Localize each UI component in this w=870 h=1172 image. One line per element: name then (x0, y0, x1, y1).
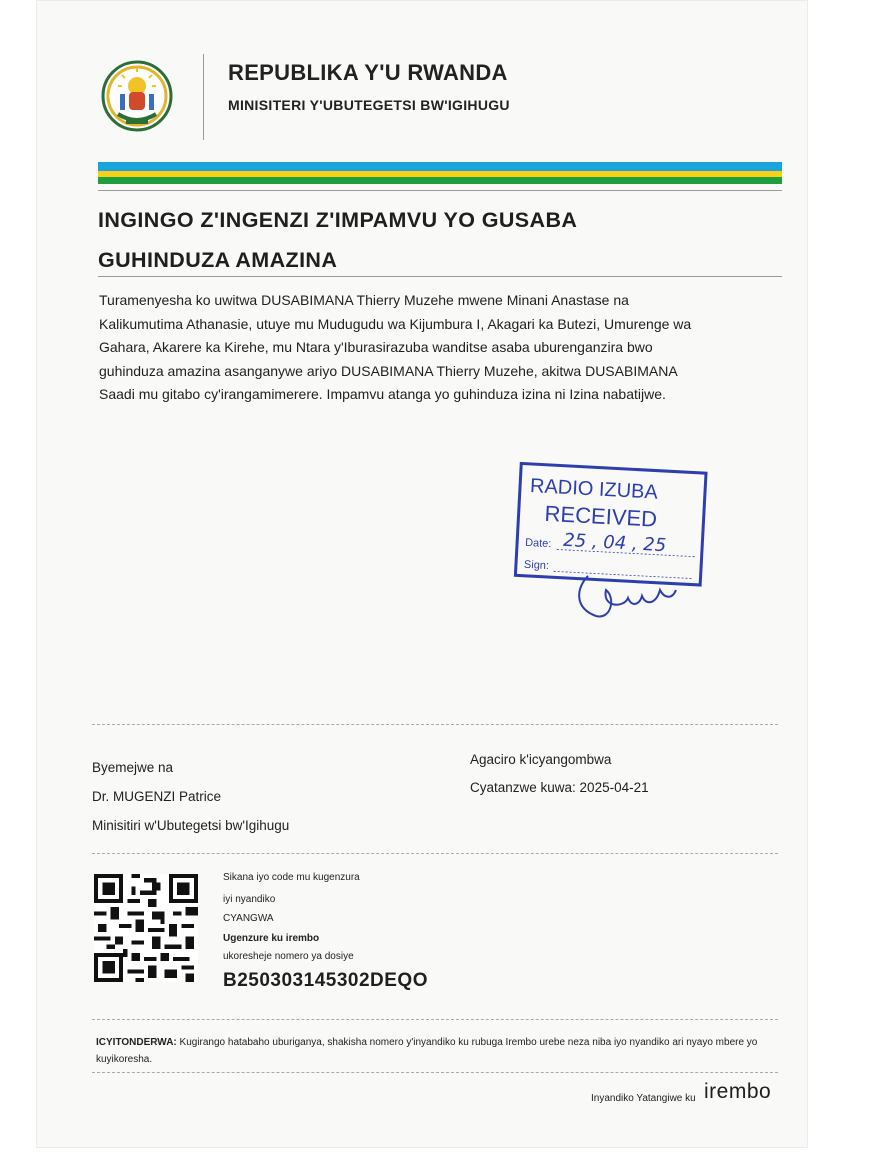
validity-label: Agaciro k'icyangombwa (470, 752, 612, 767)
header-divider (203, 54, 204, 140)
approved-by-label: Byemejwe na (92, 760, 174, 775)
section-divider (92, 724, 778, 725)
stamp-date-label: Date: (524, 536, 552, 551)
section-divider (92, 1019, 778, 1020)
notice-prefix: ICYITONDERWA: (96, 1037, 177, 1048)
body-line: Saadi mu gitabo cy'irangamimerere. Impamvu atanga yo guhinduza izina ni Izina nabatijwe. (99, 386, 666, 403)
body-line: Kalikumutima Athanasie, utuye mu Mudugudu wa Kijumbura I, Akagari ka Butezi, Umurenge wa (99, 315, 692, 332)
ministry-heading: MINISITERI Y'UBUTEGETSI BW'IGIHUGU (228, 97, 510, 113)
stamp-date-value: 25 , 04 , 25 (562, 529, 667, 557)
qr-code (94, 874, 198, 982)
title-line-2: GUHINDUZA AMAZINA (98, 248, 338, 272)
received-stamp (506, 458, 736, 633)
stamp-sign-label: Sign: (523, 558, 550, 573)
title-line-1: INGINGO Z'INGENZI Z'IMPAMVU YO GUSABA (98, 208, 578, 232)
body-line: guhinduza amazina asanganywe ariyo DUSABIMANA Thierry Muzehe, akitwa DUSABIMANA (99, 362, 678, 379)
verify-line-4: Ugenzure ku irembo (223, 933, 320, 944)
verify-line-1: Sikana iyo code mu kugenzura (223, 872, 360, 883)
rwanda-coat-of-arms-icon (100, 56, 174, 136)
irembo-logo: irembo (704, 1080, 772, 1103)
signatory-name: Dr. MUGENZI Patrice (92, 789, 222, 804)
notice-text: Kugirango hatabaho uburiganya, shakisha nomero y'inyandiko ku rubuga Irembo urebe neza niba iyo nyandiko ari nyayo mbere yo kuyikoresha. (96, 1037, 758, 1065)
document-title (98, 200, 788, 280)
title-top-rule (98, 190, 782, 191)
section-divider (92, 853, 778, 854)
verify-line-5: ukoresheje nomero ya dosiye (223, 951, 354, 962)
signatory-title: Minisitiri w'Ubutegetsi bw'Igihugu (92, 818, 290, 833)
body-line: Gahara, Akarere ka Kirehe, mu Ntara y'Iburasirazuba wanditse asaba uburenganzira bwo (99, 339, 653, 356)
stamp-line-1: RADIO IZUBA (529, 474, 659, 504)
verify-line-3: CYANGWA (223, 913, 274, 924)
document-code: B250303145302DEQO (223, 970, 428, 991)
issued-date: Cyatanzwe kuwa: 2025-04-21 (470, 780, 649, 795)
flag-stripe (98, 162, 782, 186)
verify-line-2: iyi nyandiko (223, 894, 276, 905)
title-bottom-rule (98, 276, 782, 277)
stamp-line-2: RECEIVED (544, 500, 658, 532)
body-paragraph (99, 289, 779, 407)
notice-paragraph (96, 1034, 786, 1068)
issued-by-label: Inyandiko Yatangiwe ku (591, 1093, 696, 1104)
republic-heading: REPUBLIKA Y'U RWANDA (228, 60, 508, 85)
body-line: Turamenyesha ko uwitwa DUSABIMANA Thierry Muzehe mwene Minani Anastase na (99, 292, 629, 308)
document-page (36, 0, 808, 1148)
section-divider (92, 1072, 778, 1073)
